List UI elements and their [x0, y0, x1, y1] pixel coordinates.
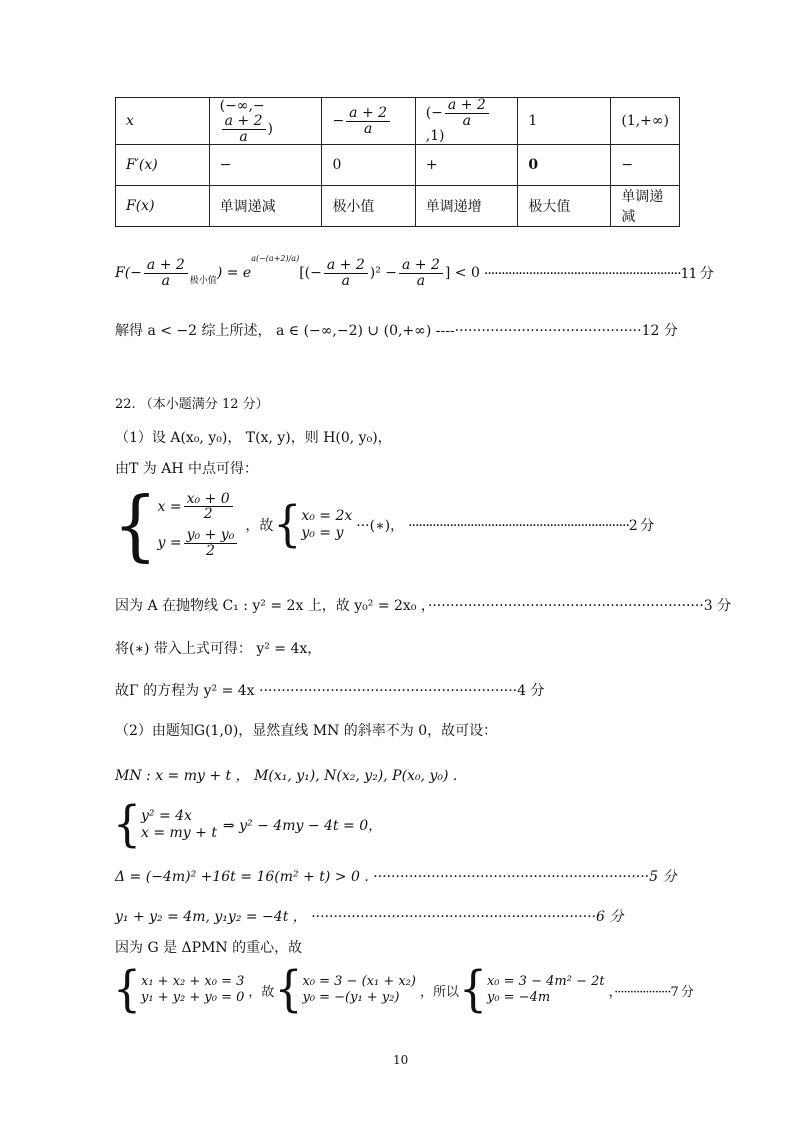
system-rows: [487, 974, 605, 1007]
table-cell: −: [209, 145, 322, 186]
fraction: [445, 98, 489, 128]
cell-text: (−: [425, 105, 443, 122]
text: [(−: [299, 265, 322, 282]
fraction-denominator: a: [416, 272, 426, 289]
text: x =: [157, 498, 182, 515]
fraction-numerator: a + 2: [399, 258, 443, 274]
exponent: a(−(a+2)/a): [251, 254, 300, 263]
left-brace-icon: {: [274, 961, 303, 1018]
cell-text: ): [267, 121, 273, 138]
system-row: [158, 528, 240, 558]
system-rows: [158, 492, 240, 559]
text: y =: [157, 535, 182, 552]
table-cell: +: [415, 145, 518, 186]
table-cell: [322, 98, 415, 145]
system-rows: [302, 974, 416, 1007]
system-row: x₀ = 3 − 4m² − 2t: [486, 973, 605, 989]
text: 极小值: [189, 276, 217, 287]
left-brace-icon: {: [458, 961, 487, 1018]
table-cell: 单调递增: [415, 186, 518, 227]
paragraph: 因为 A 在抛物线 C₁ : y² = 2x 上，故 y₀² = 2x₀ ，······························································3 分: [115, 598, 732, 614]
table-row: [116, 98, 680, 145]
table-cell: x: [116, 98, 210, 145]
system-row: y₀ = −(y₁ + y₂): [302, 990, 400, 1005]
table-cell: F′(x): [116, 145, 210, 186]
fraction-denominator: a: [462, 112, 472, 129]
fraction: [346, 106, 390, 136]
text: F(−: [115, 265, 142, 282]
text: ) = e: [216, 265, 252, 282]
variation-table: [115, 97, 680, 227]
text: ，故: [245, 518, 274, 534]
paragraph: MN : x = my + t ， M(x₁, y₁), N(x₂, y₂), P(x₀, y₀) .: [115, 768, 458, 784]
fraction-numerator: x₀ + 0: [184, 492, 233, 508]
solution-line: 解得 a < −2 综上所述， a ∈ (−∞,−2) ∪ (0,+∞) ----··········································12 分: [115, 323, 678, 339]
system-row: x₁ + x₂ + x₀ = 3: [141, 973, 245, 989]
table-cell: 1: [518, 98, 611, 145]
paragraph: 由T 为 AH 中点可得：: [115, 461, 259, 477]
table-cell: [209, 98, 322, 145]
text: ，故: [248, 984, 275, 1000]
cell-text: −: [332, 113, 345, 130]
system-row: y₀ = −4m: [486, 990, 551, 1005]
fraction-denominator: a: [161, 272, 171, 289]
fraction-numerator: a + 2: [445, 98, 489, 114]
fraction-numerator: a + 2: [346, 106, 390, 122]
table-cell: 0: [518, 145, 611, 186]
paragraph: 因为 G 是 ΔPMN 的重心，故: [115, 940, 303, 956]
text: )² −: [369, 265, 397, 282]
score-marker: ，··················7 分: [608, 984, 693, 1000]
fraction-denominator: a: [341, 272, 350, 289]
left-brace-icon: {: [113, 961, 141, 1018]
paragraph: （2）由题知G(1,0)，显然直线 MN 的斜率不为 0，故可设：: [115, 723, 498, 739]
table-cell: −: [611, 145, 680, 186]
left-brace-icon: {: [113, 796, 141, 853]
paragraph: y₁ + y₂ = 4m, y₁y₂ = −4t ， ································································6 分: [115, 909, 624, 925]
fraction: [399, 258, 443, 288]
system-rows: [141, 808, 217, 843]
table-row: [116, 186, 680, 227]
paragraph: Δ = (−4m)² +16t = 16(m² + t) > 0 . ······························································5 分: [115, 869, 677, 885]
text: ，所以: [419, 984, 459, 1000]
text: ⇒ y² − 4my − 4t = 0，: [222, 818, 383, 834]
system-rows: [141, 974, 244, 1007]
equation-system: [113, 479, 654, 571]
system-row: y² = 4x: [141, 807, 192, 824]
left-brace-icon: {: [113, 479, 158, 571]
system-row: x = my + t: [141, 825, 217, 841]
minimum-value-line: [115, 254, 713, 289]
table-cell: (1,+∞): [611, 98, 680, 145]
system-row: x₀ = 3 − (x₁ + x₂): [302, 973, 416, 989]
fraction: [184, 528, 238, 558]
fraction: [144, 258, 188, 288]
left-brace-icon: {: [273, 496, 302, 553]
page-number: 10: [393, 1053, 409, 1067]
table-row: [116, 145, 680, 186]
table-cell: 单调递减: [611, 186, 680, 227]
table-cell: 0: [322, 145, 415, 186]
equation-system: [113, 961, 693, 1018]
paragraph: 将(∗) 带入上式可得： y² = 4x，: [115, 641, 322, 657]
system-row: x₀ = 2x: [301, 507, 353, 524]
table-cell: 极大值: [518, 186, 611, 227]
fraction-denominator: a: [239, 128, 248, 145]
paragraph: （1）设 A(x₀, y₀)， T(x, y)，则 H(0, y₀)，: [115, 430, 392, 446]
fraction: [222, 114, 266, 144]
table-cell: 单调递减: [209, 186, 322, 227]
table-cell: F(x): [116, 186, 210, 227]
table-cell: 极小值: [322, 186, 415, 227]
table-cell: [415, 98, 518, 145]
text: ] < 0: [444, 265, 480, 282]
system-rows: [301, 508, 352, 543]
text: ···(∗)，: [356, 518, 405, 534]
fraction: [324, 258, 368, 288]
equation-system: [113, 796, 383, 853]
system-row: y₀ = y: [301, 525, 344, 541]
system-row: [158, 492, 240, 522]
fraction-numerator: a + 2: [144, 258, 188, 274]
fraction-denominator: 2: [206, 542, 215, 559]
cell-text: ,1): [425, 128, 445, 145]
fraction-numerator: a + 2: [324, 258, 368, 274]
fraction-denominator: 2: [203, 506, 213, 523]
fraction-numerator: a + 2: [222, 114, 266, 130]
paragraph: 故Γ 的方程为 y² = 4x ··························································4 分: [115, 683, 545, 699]
score-marker: ·························································11 分: [483, 266, 713, 283]
system-row: y₁ + y₂ + y₀ = 0: [141, 990, 245, 1005]
question-title: 22. （本小题满分 12 分）: [115, 397, 269, 412]
fraction-denominator: a: [363, 120, 373, 137]
cell-text: (−∞,−: [219, 98, 265, 114]
fraction-numerator: y₀ + y₀: [184, 528, 238, 544]
fraction: [184, 492, 233, 522]
score-marker: ································································2 分: [408, 518, 654, 534]
